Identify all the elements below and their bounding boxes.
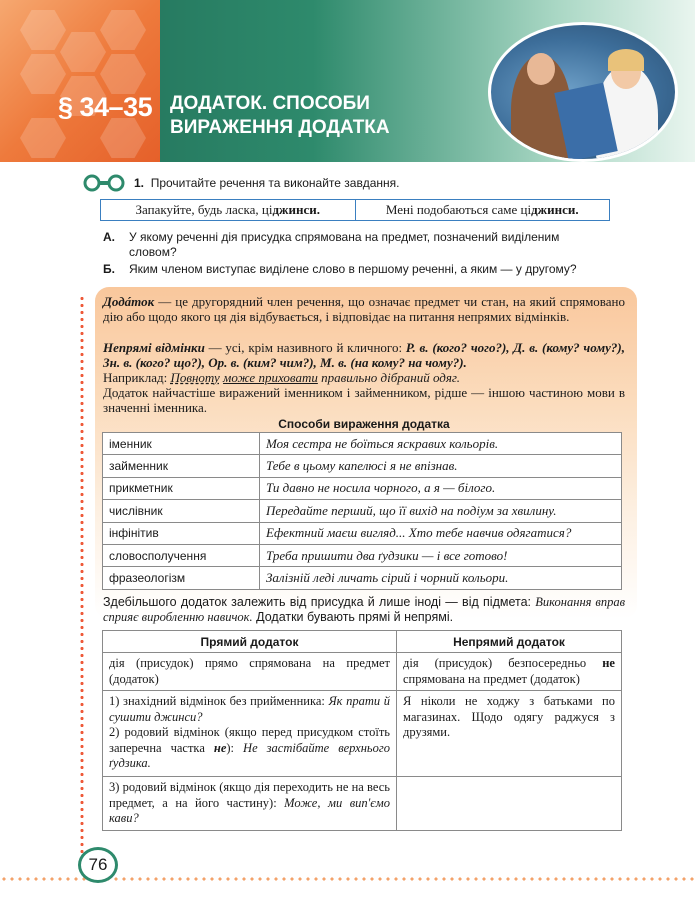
shop-photo [488, 22, 678, 162]
page-number: 76 [78, 847, 118, 883]
col-indirect: Непрямий додаток [397, 631, 622, 653]
table-row: словосполучення Треба пришити два ґудзики — і все готово! [103, 544, 622, 566]
direct-indirect-table [102, 630, 622, 831]
sentences-table [100, 199, 610, 221]
table-row: дія (присудок) прямо спрямована на предмет (додаток) дія (присудок) безпосередньо не спрямована на предмет (додаток) [103, 653, 622, 691]
binoculars-icon [82, 174, 126, 192]
task-instruction: 1. Прочитайте речення та виконайте завдання. [134, 176, 400, 190]
hexagon-pattern [0, 0, 160, 162]
section-title: ДОДАТОК. СПОСОБИ ВИРАЖЕННЯ ДОДАТКА [170, 93, 390, 138]
col-direct: Прямий додаток [103, 631, 397, 653]
table-row: 1) знахідний відмінок без прийменника: Як прати й сушити джинси? 2) родовий відмінок (якщо перед присудком стоїть заперечна частка не): Не застібайте верхнього ґудзика. Я ніколи не ходжу з батьками по магазинах. Щодо одягу раджуся з друзями. [103, 691, 622, 777]
table-row: числівник Передайте перший, що її вихід на подіум за хвилину. [103, 500, 622, 522]
table-row: 3) родовий відмінок (якщо дія переходить не на весь предмет, а на його частину): Може, ми вип'ємо кави? [103, 777, 622, 831]
means-table [102, 432, 622, 590]
section-number: § 34–35 [58, 92, 153, 122]
dotted-margin-line [80, 295, 84, 855]
sentence-1: Запакуйте, будь ласка, ці джинси. [135, 202, 320, 217]
dependency-paragraph: Здебільшого додаток залежить від присудка й лише іноді — від підмета: Виконання вправ сприяє виробленню навичок. Додатки бувають прямі й непрямі. [103, 595, 625, 624]
example-paragraph: Наприклад: Повноту може приховати правильно дібраний одяг. [103, 370, 461, 385]
table-row: займенник Тебе в цьому капелюсі я не впізнав. [103, 455, 622, 477]
table-row: прикметник Ти давно не носила чорного, а я — білого. [103, 477, 622, 499]
cases-paragraph: Непрямі відмінки — усі, крім називного й кличного: Р. в. (кого? чого?), Д. в. (кому? чому?), Зн. в. (кого? що?), Ор. в. (ким? чим?), М. в. (на кому? на чому?). [103, 340, 625, 370]
definition-paragraph: Додáток — це другорядний член речення, що означає предмет чи стан, на який спрямовано дію або щодо якого ця дія відбувається, і відповідає на питання непрямих відмінків. [103, 294, 625, 324]
table-row: іменник Моя сестра не боїться яскравих кольорів. [103, 433, 622, 455]
table-row: фразеологізм Залізній леді личать сірий і чорний кольори. [103, 567, 622, 589]
sentence-2: Мені подобаються саме ці джинси. [355, 200, 610, 220]
chapter-banner [0, 0, 695, 162]
means-table-title: Способи вираження додатка [278, 417, 450, 431]
table-row: інфінітив Ефектний маєш вигляд... Хто тебе навчив одягатися? [103, 522, 622, 544]
note-paragraph: Додаток найчастіше виражений іменником і займенником, рідше — іншою частиною мови в значенні іменника. [103, 385, 625, 415]
